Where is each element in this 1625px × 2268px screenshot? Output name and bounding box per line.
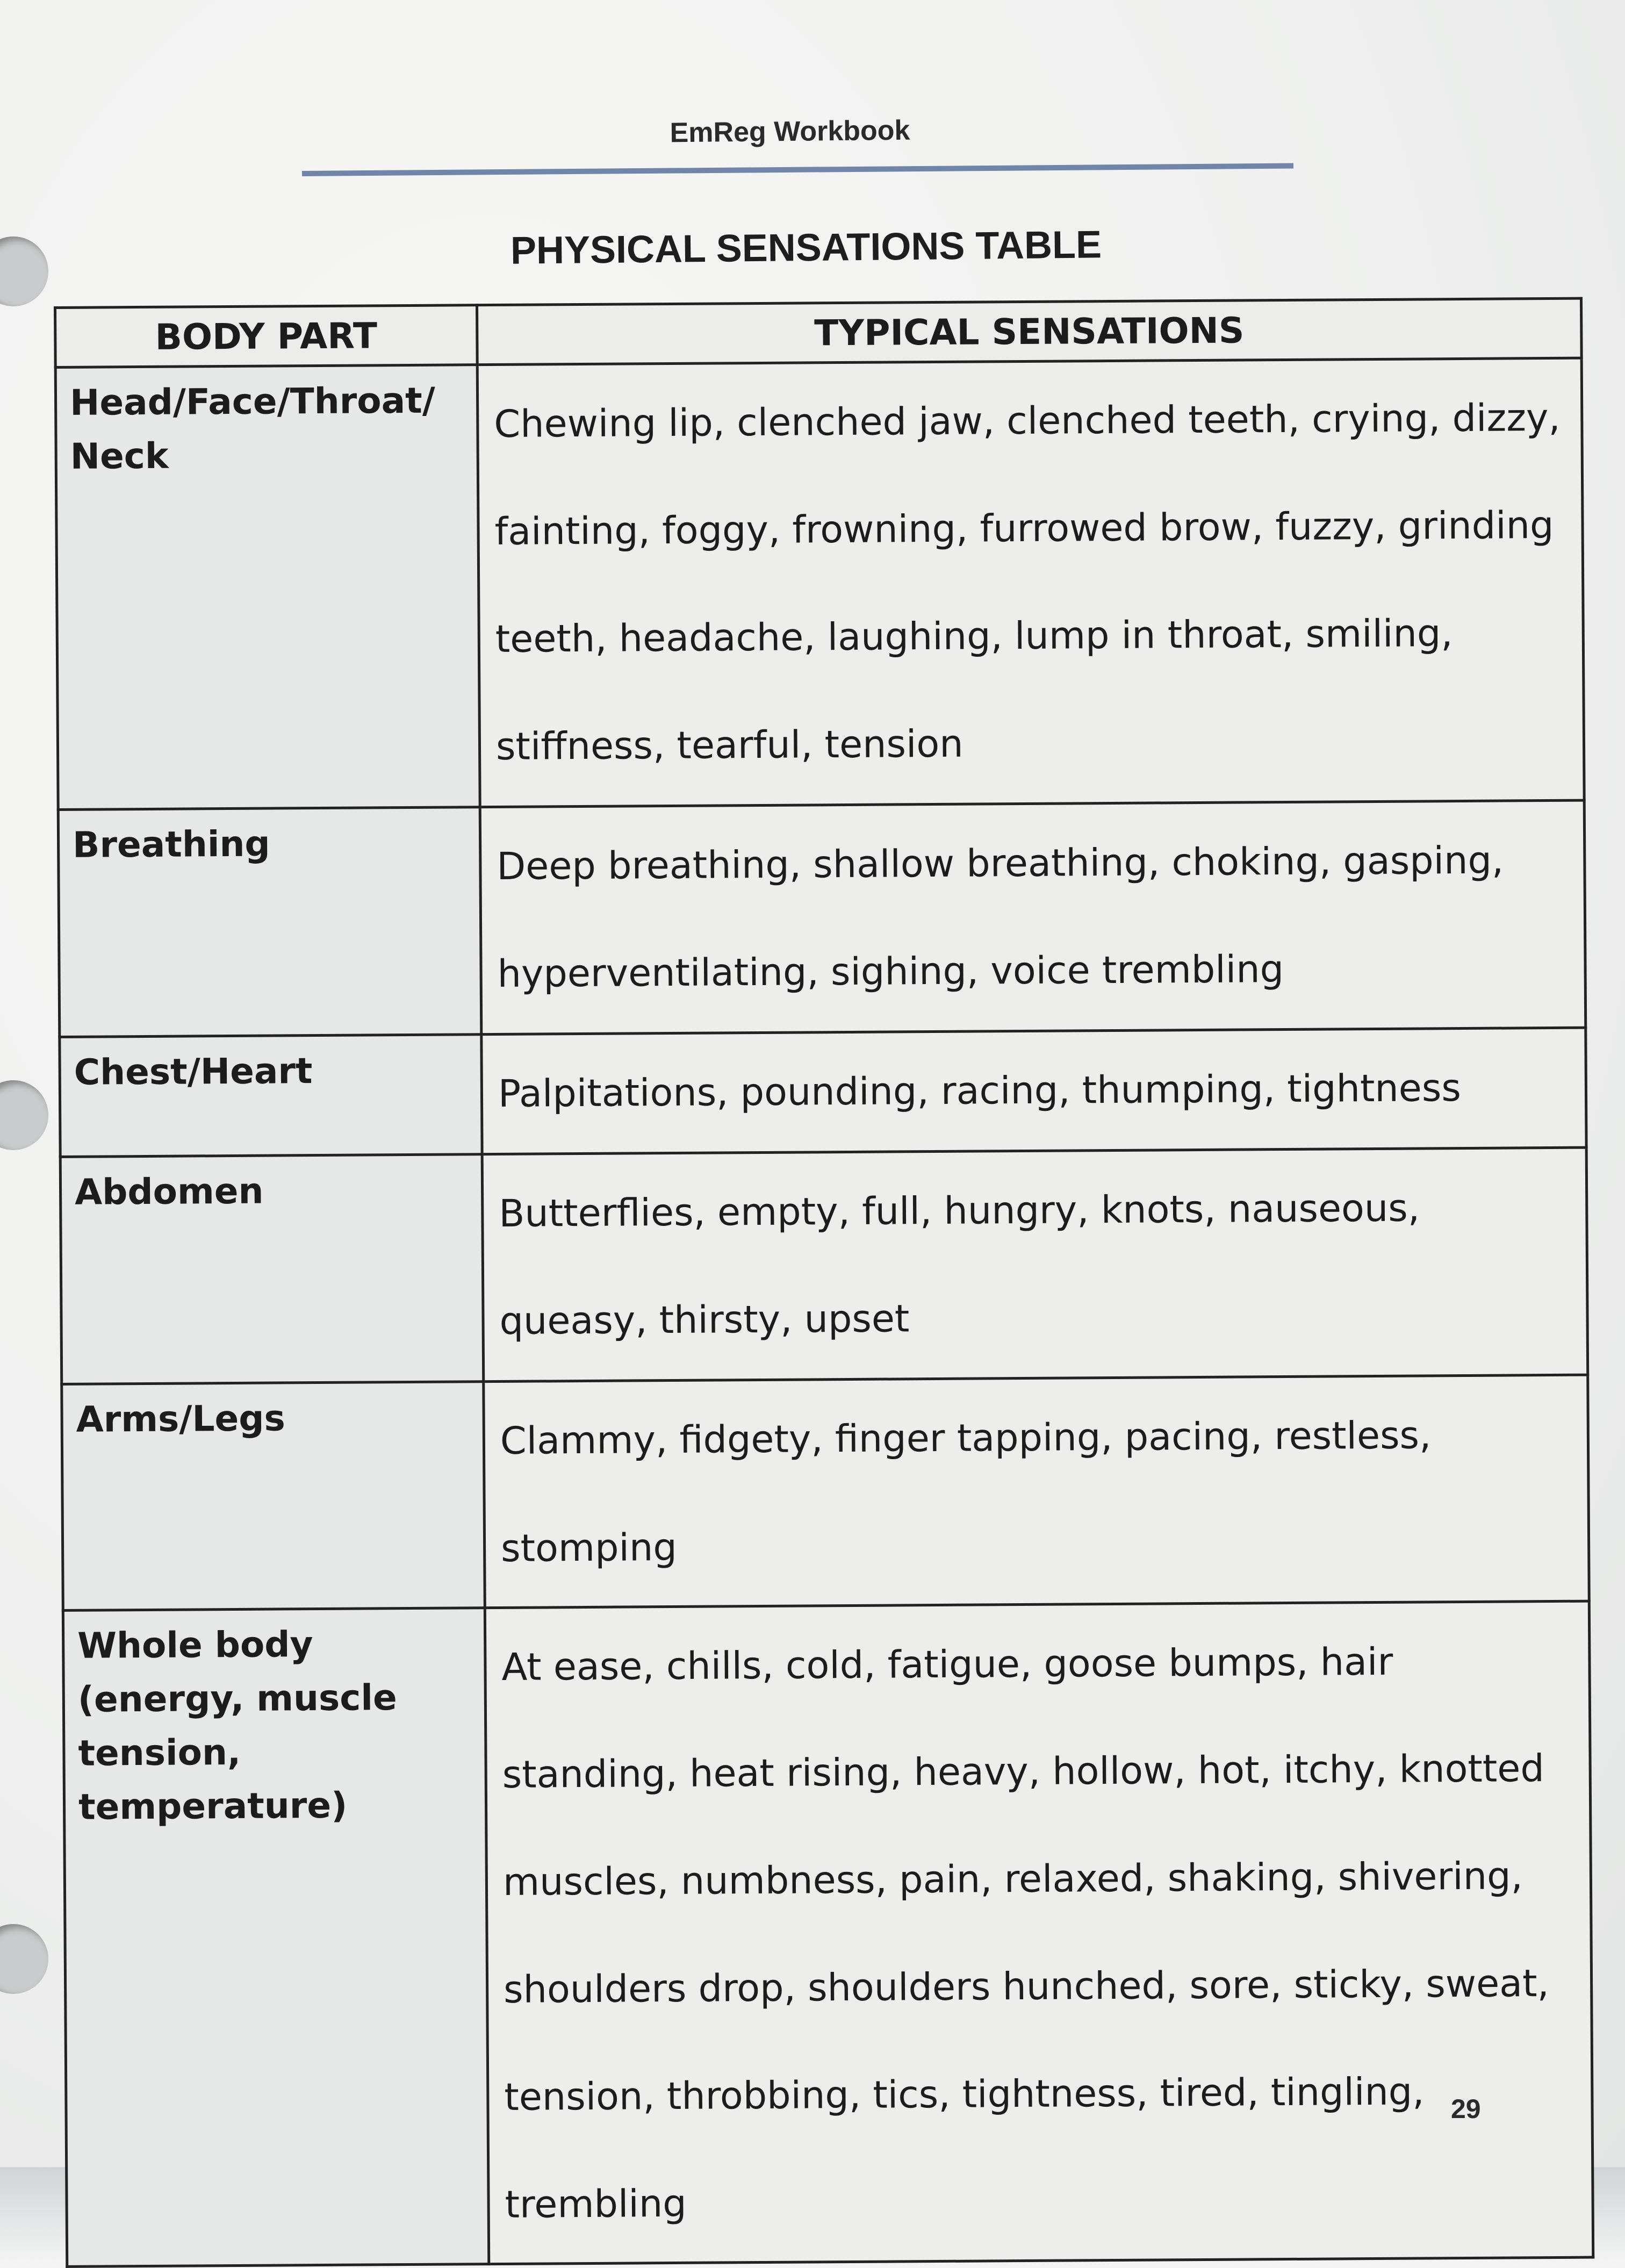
sensations-cell: Deep breathing, shallow breathing, choking, gasping, hyperventilating, sighing, voice trembling (480, 800, 1586, 1035)
page-number: 29 (1451, 2094, 1481, 2124)
table-row (62, 1375, 1590, 1610)
sensations-cell: Chewing lip, clenched jaw, clenched teeth, crying, dizzy, fainting, foggy, frowning, furrowed brow, fuzzy, grinding teeth, headache, laughing, lump in throat, smiling, stiffness, tearful, tension (477, 358, 1584, 807)
table-row (55, 358, 1584, 809)
sensations-cell: At ease, chills, cold, fatigue, goose bumps, hair standing, heat rising, heavy, hollow, hot, itchy, knotted muscles, numbness, pain, relaxed, shaking, shivering, shoulders drop, shoulders hunched, sore, sticky, sweat, tension, throbbing, tics, tightness, tired, tingling, trembling (485, 1601, 1593, 2264)
workbook-title: EmReg Workbook (670, 114, 910, 149)
table-title: PHYSICAL SENSATIONS TABLE (510, 223, 1102, 272)
body-part-cell: Head/Face/Throat/ Neck (55, 365, 480, 810)
table-row (60, 1147, 1588, 1384)
table-row (58, 800, 1586, 1037)
table-header-row (55, 298, 1582, 367)
sensations-cell: Butterflies, empty, full, hungry, knots, nauseous, queasy, thirsty, upset (482, 1147, 1588, 1382)
physical-sensations-table (54, 297, 1594, 2268)
binder-hole (0, 1924, 48, 1994)
sensations-cell: Palpitations, pounding, racing, thumping, tightness (481, 1028, 1586, 1154)
binder-hole (0, 236, 48, 306)
column-header-body-part: BODY PART (55, 305, 478, 368)
table-row (60, 1028, 1586, 1157)
body-part-cell: Chest/Heart (60, 1035, 482, 1157)
header-rule (302, 163, 1293, 176)
body-part-cell: Whole body (energy, muscle tension, temperature) (63, 1608, 488, 2267)
body-part-cell: Abdomen (60, 1154, 484, 1384)
body-part-cell: Breathing (58, 807, 481, 1037)
binder-hole (0, 1080, 48, 1150)
body-part-cell: Arms/Legs (62, 1382, 485, 1611)
sensations-cell: Clammy, fidgety, finger tapping, pacing, restless, stomping (484, 1375, 1590, 1608)
column-header-typical-sensations: TYPICAL SENSATIONS (477, 298, 1582, 365)
sensations-table-wrapper (54, 297, 1592, 2268)
